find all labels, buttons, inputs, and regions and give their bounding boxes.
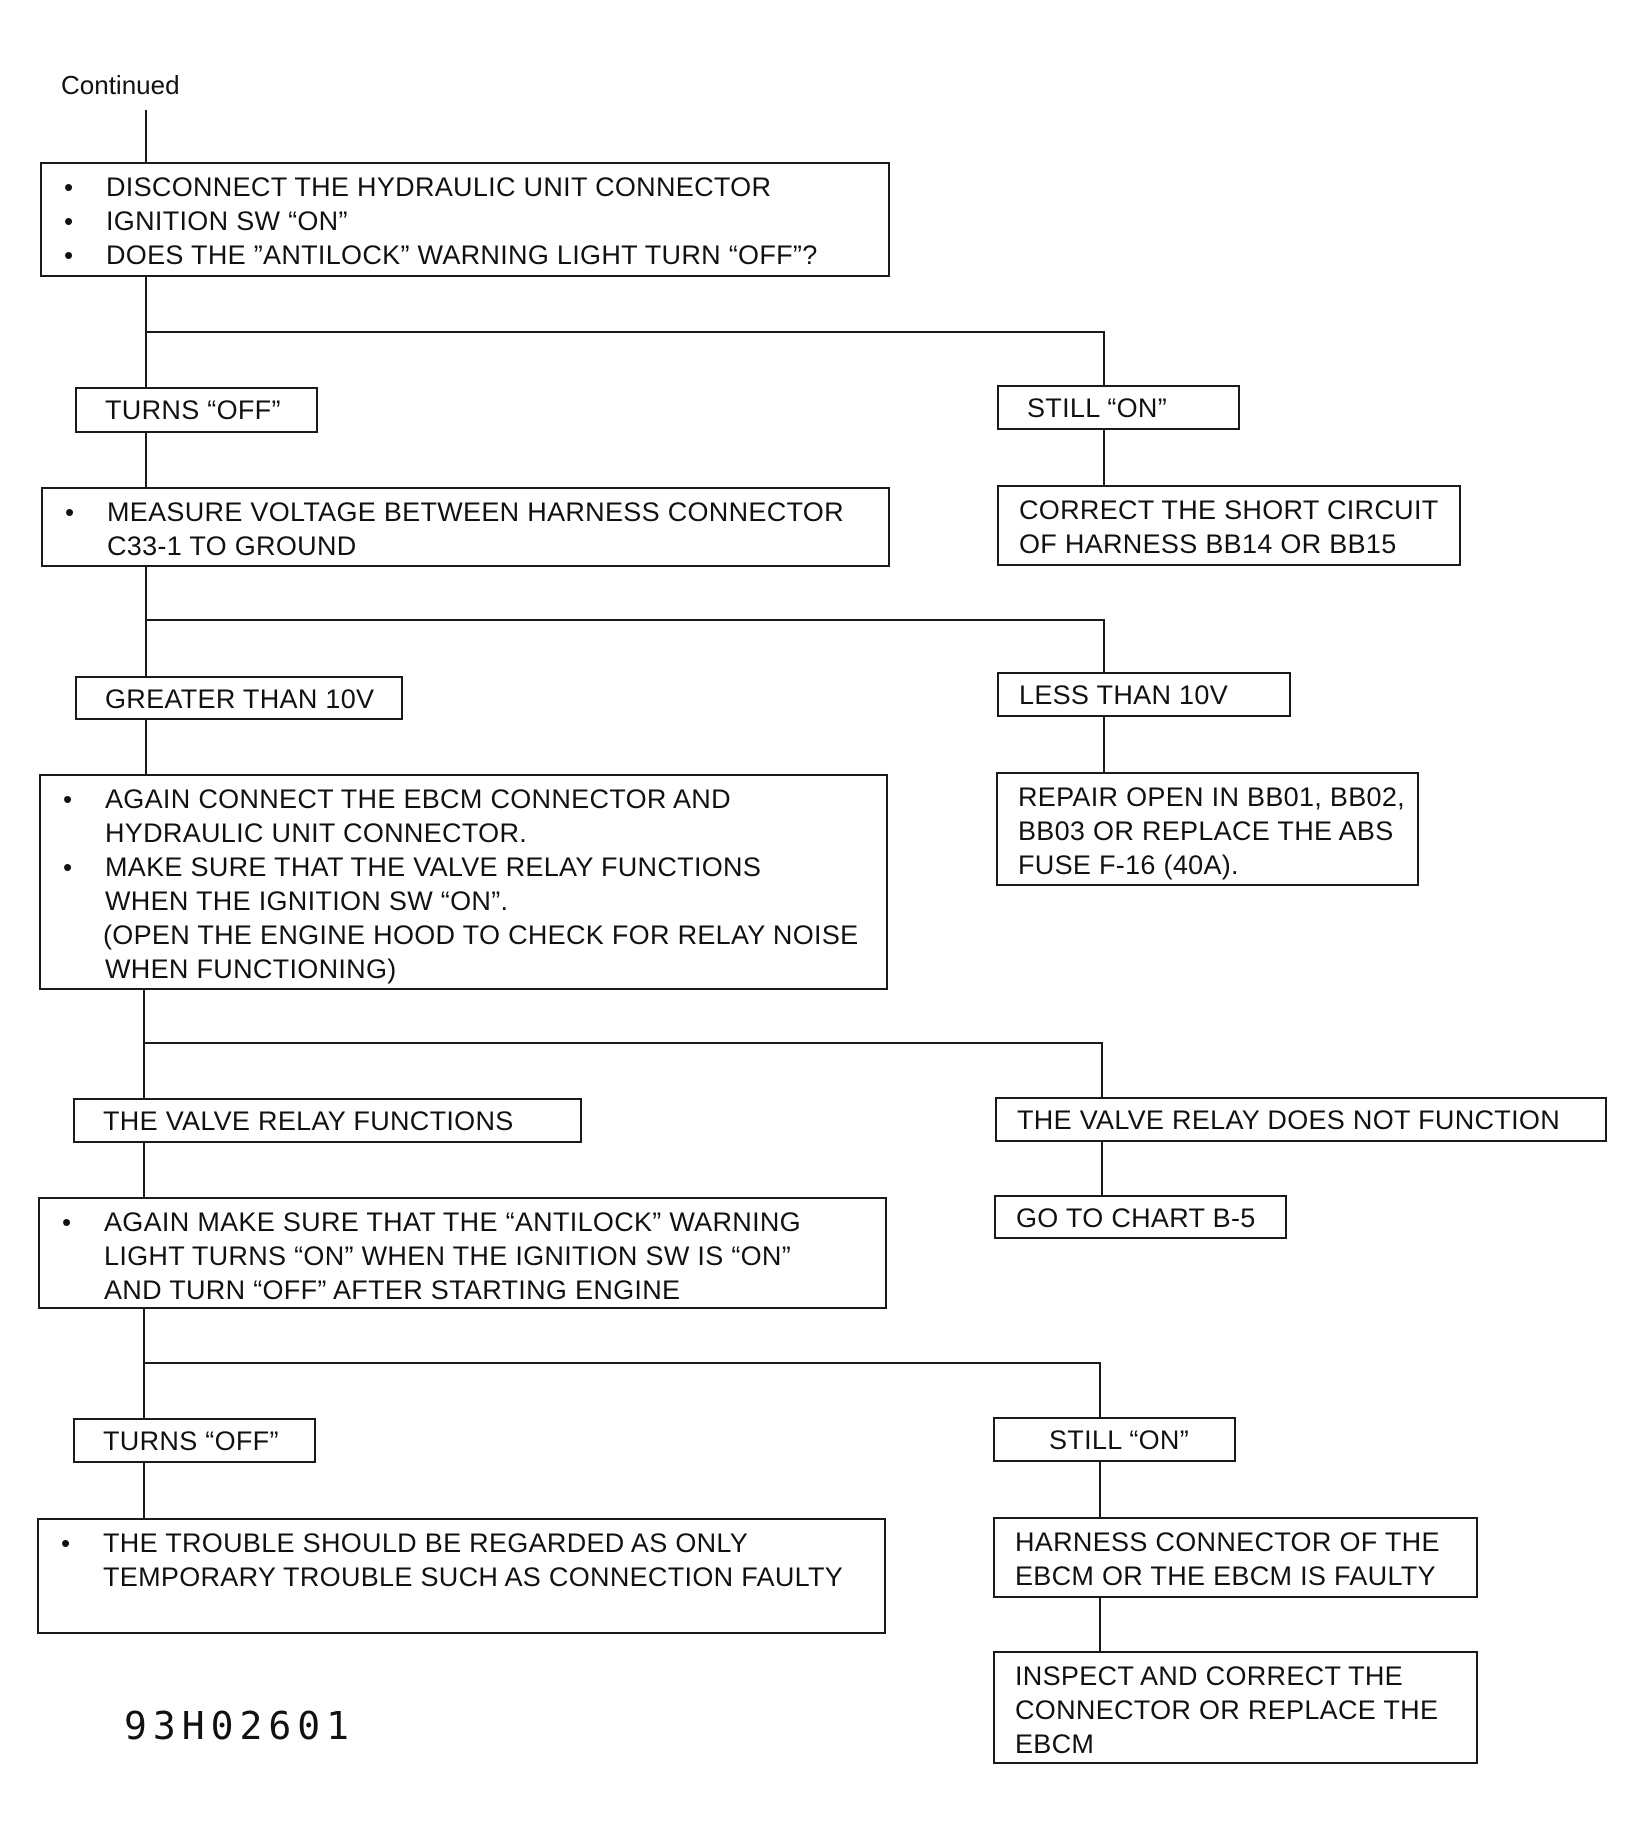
result-5-line: CONNECTOR OR REPLACE THE xyxy=(1015,1695,1439,1725)
step-1-box xyxy=(40,162,890,277)
connector-branch-3 xyxy=(144,990,1102,1098)
result-2-line: REPAIR OPEN IN BB01, BB02, xyxy=(1018,782,1405,812)
branch-3-yes-label: THE VALVE RELAY FUNCTIONS xyxy=(73,1098,582,1143)
step-3-item-1-line: HYDRAULIC UNIT CONNECTOR. xyxy=(105,818,528,848)
result-3-box: GO TO CHART B-5 xyxy=(994,1195,1287,1239)
branch-2-yes-label: GREATER THAN 10V xyxy=(75,676,403,720)
step-3-item-1-line: • AGAIN CONNECT THE EBCM CONNECTOR AND xyxy=(105,784,731,814)
result-1-box xyxy=(997,485,1461,566)
connector-branch-4 xyxy=(144,1309,1100,1418)
step-4-item xyxy=(60,1205,869,1307)
result-1-line: OF HARNESS BB14 OR BB15 xyxy=(1019,529,1397,559)
step-5-line: • THE TROUBLE SHOULD BE REGARDED AS ONLY xyxy=(103,1528,749,1558)
result-4-box xyxy=(993,1517,1478,1598)
step-2-item: • MEASURE VOLTAGE BETWEEN HARNESS CONNECTOR xyxy=(63,495,872,529)
step-4-line: • AGAIN MAKE SURE THAT THE “ANTILOCK” WARNING xyxy=(104,1207,801,1237)
result-2-box xyxy=(996,772,1419,886)
step-3-note-line: WHEN FUNCTIONING) xyxy=(105,954,397,984)
branch-2-no-label: LESS THAN 10V xyxy=(997,672,1291,717)
result-5-line: EBCM xyxy=(1015,1729,1095,1759)
step-4-line: LIGHT TURNS “ON” WHEN THE IGNITION SW IS “ON” xyxy=(104,1241,792,1271)
step-2-box xyxy=(41,487,890,567)
step-3-box xyxy=(39,774,888,990)
step-1-item: • DISCONNECT THE HYDRAULIC UNIT CONNECTOR xyxy=(62,170,872,204)
result-4-line: EBCM OR THE EBCM IS FAULTY xyxy=(1015,1561,1436,1591)
branch-1-no-label: STILL “ON” xyxy=(997,385,1240,430)
step-1-item: • DOES THE ”ANTILOCK” WARNING LIGHT TURN “OFF”? xyxy=(62,238,872,272)
result-1-line: CORRECT THE SHORT CIRCUIT xyxy=(1019,495,1439,525)
result-5-box xyxy=(993,1651,1478,1764)
figure-code: 93H02601 xyxy=(124,1704,356,1748)
result-5-line: INSPECT AND CORRECT THE xyxy=(1015,1661,1403,1691)
step-1-item: • IGNITION SW “ON” xyxy=(62,204,872,238)
step-3-item xyxy=(61,850,870,986)
connector-branch-1 xyxy=(146,277,1104,385)
step-4-box xyxy=(38,1197,887,1309)
step-3-item-2-line: WHEN THE IGNITION SW “ON”. xyxy=(105,886,509,916)
step-3-item-2-line: • MAKE SURE THAT THE VALVE RELAY FUNCTIONS xyxy=(105,852,762,882)
step-3-note-line: (OPEN THE ENGINE HOOD TO CHECK FOR RELAY NOISE xyxy=(103,920,859,950)
branch-4-no-label: STILL “ON” xyxy=(993,1417,1236,1462)
branch-4-yes-label: TURNS “OFF” xyxy=(73,1418,316,1463)
connector-branch-2 xyxy=(146,567,1104,672)
result-2-line: FUSE F-16 (40A). xyxy=(1018,850,1239,880)
step-5-line: TEMPORARY TROUBLE SUCH AS CONNECTION FAULTY xyxy=(103,1562,844,1592)
continued-label: Continued xyxy=(61,70,180,100)
step-4-line: AND TURN “OFF” AFTER STARTING ENGINE xyxy=(104,1275,681,1305)
branch-1-yes-label: TURNS “OFF” xyxy=(75,387,318,433)
step-2-continuation: C33-1 TO GROUND xyxy=(107,531,357,561)
result-2-line: BB03 OR REPLACE THE ABS xyxy=(1018,816,1394,846)
step-5-box xyxy=(37,1518,886,1634)
result-4-line: HARNESS CONNECTOR OF THE xyxy=(1015,1527,1440,1557)
step-3-item xyxy=(61,782,870,850)
branch-3-no-label: THE VALVE RELAY DOES NOT FUNCTION xyxy=(995,1097,1607,1142)
step-5-item xyxy=(59,1526,868,1594)
